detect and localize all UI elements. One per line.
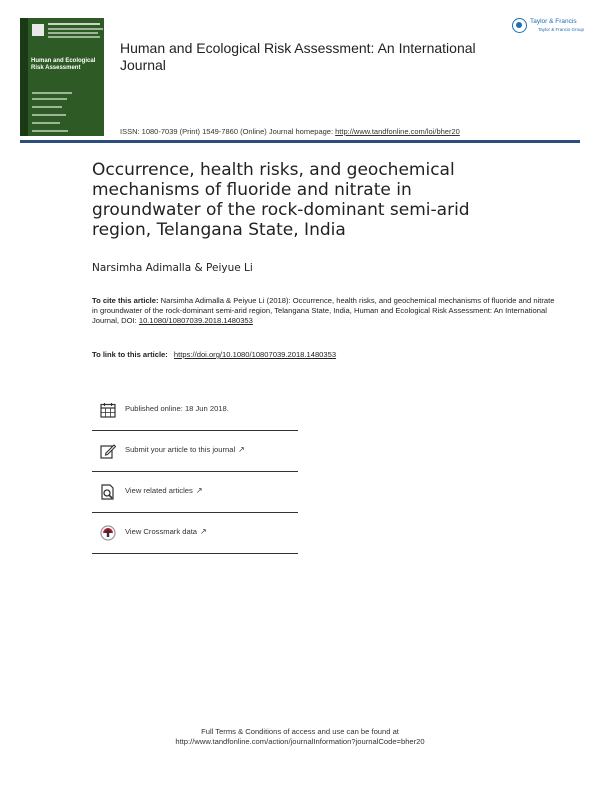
crossmark-text: View Crossmark data (125, 527, 198, 536)
published-online-row (92, 390, 298, 430)
related-articles-link[interactable] (125, 486, 203, 495)
citation-label: To cite this article: (92, 296, 161, 305)
journal-homepage-link[interactable]: http://www.tandfonline.com/loi/bher20 (335, 127, 460, 136)
related-articles-row[interactable] (92, 472, 298, 512)
crossmark-link[interactable] (125, 527, 207, 536)
citation-doi-link[interactable]: 10.1080/10807039.2018.1480353 (138, 316, 253, 325)
journal-title: Human and Ecological Risk Assessment: An International Journal (120, 40, 476, 73)
article-link-line (92, 350, 336, 359)
submit-article-row[interactable] (92, 431, 298, 471)
external-link-icon: ↗ (238, 445, 245, 454)
footer-terms-text: Full Terms & Conditions of access and use can be found at (201, 727, 399, 736)
article-authors: Narsimha Adimalla & Peiyue Li (92, 262, 253, 274)
article-title: Occurrence, health risks, and geochemical mechanisms of fluoride and nitrate in groundwater of the rock-dominant semi-arid region, Telangana State, India (92, 160, 470, 240)
cover-title: Human and Ecological Risk Assessment (31, 58, 96, 71)
published-online-text: Published online: 18 Jun 2018. (125, 404, 229, 413)
publisher-logo (512, 18, 584, 36)
divider (92, 553, 298, 554)
publisher-logo-text: Taylor & Francis (530, 18, 577, 25)
issn-line (120, 127, 460, 136)
related-articles-text: View related articles (125, 486, 193, 495)
publisher-logo-sub: Taylor & Francis Group (538, 27, 585, 32)
issn-text: ISSN: 1080-7039 (Print) 1549-7860 (Online) Journal homepage: (120, 127, 336, 136)
link-label: To link to this article: (92, 350, 170, 359)
footer-terms-link[interactable]: http://www.tandfonline.com/action/journalInformation?journalCode=bher20 (175, 737, 425, 746)
document-search-icon (100, 484, 116, 500)
footer (100, 727, 500, 747)
calendar-icon (100, 402, 116, 418)
journal-cover-image (20, 18, 104, 136)
external-link-icon: ↗ (195, 486, 203, 495)
citation-block (92, 296, 562, 326)
citation-text: Narsimha Adimalla & Peiyue Li (2018): Occurrence, health risks, and geochemical mechanisms of fluoride and nitrate in groundwater of the rock-dominant semi-arid region, Telangana State, India, Human and Ecological Risk Assessment: An International Journal, DOI: (92, 296, 555, 325)
article-doi-link[interactable]: https://doi.org/10.1080/10807039.2018.1480353 (173, 350, 337, 359)
submit-article-text: Submit your article to this journal (125, 445, 236, 454)
submit-article-link[interactable] (125, 445, 245, 454)
publisher-logo-icon (512, 18, 527, 33)
header-divider (20, 140, 580, 143)
crossmark-icon (100, 525, 116, 541)
external-link-icon: ↗ (200, 527, 207, 536)
crossmark-row[interactable] (92, 513, 298, 553)
cover-logo-icon (32, 24, 44, 36)
edit-icon (100, 443, 116, 459)
